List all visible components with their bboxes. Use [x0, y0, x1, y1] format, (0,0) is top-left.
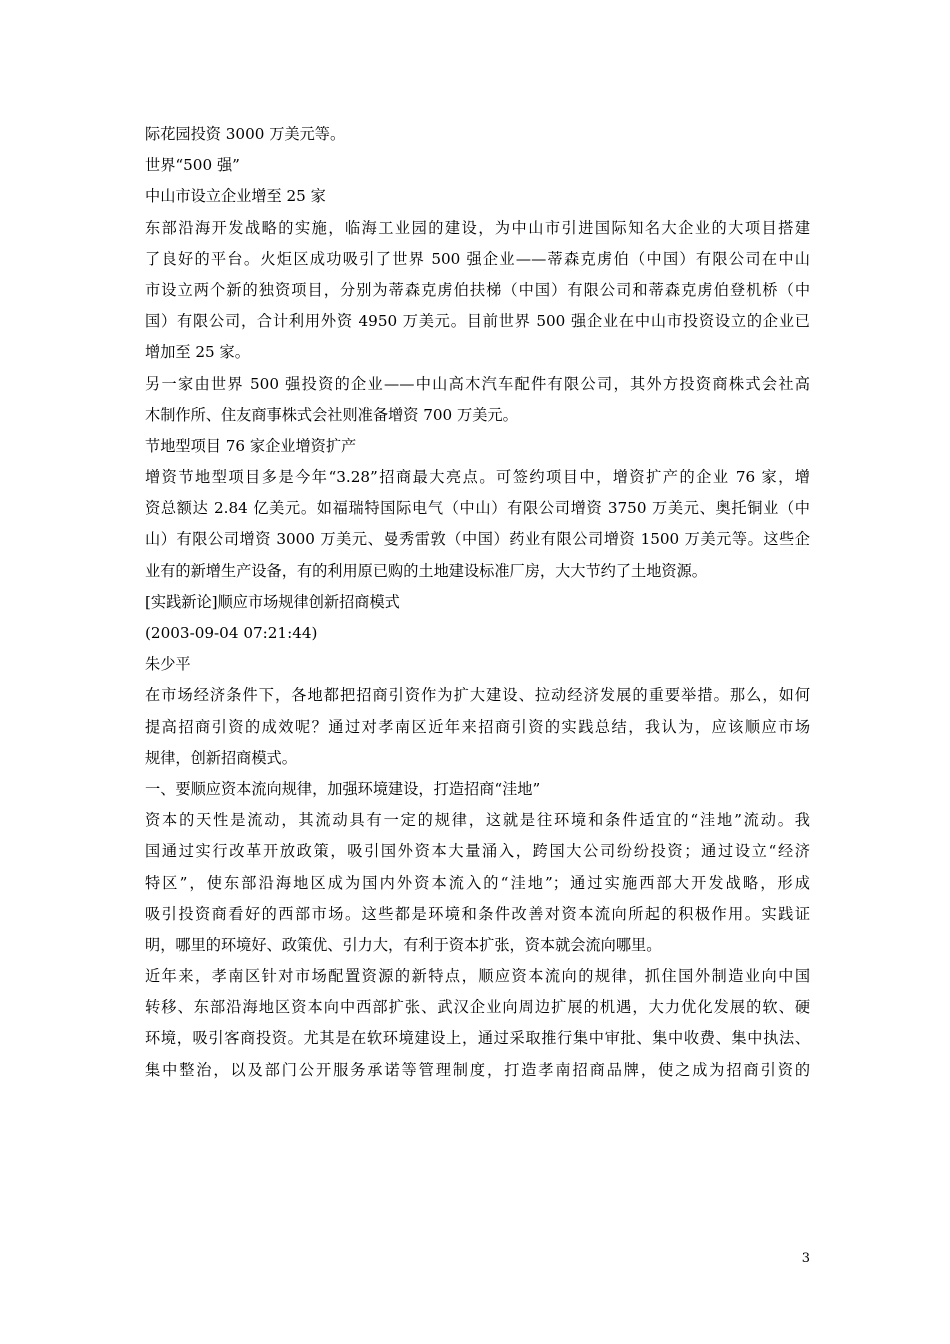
text-line: 另一家由世界 500 强投资的企业——中山高木汽车配件有限公司，其外方投资商株式会社高 — [145, 374, 810, 393]
text-line: 资本的天性是流动，其流动具有一定的规律，这就是往环境和条件适宜的“洼地”流动。我 — [145, 811, 810, 830]
text-line: 际花园投资 3000 万美元等。 — [145, 125, 346, 143]
page-number: 3 — [801, 1251, 810, 1266]
text-line: 东部沿海开发战略的实施，临海工业园的建设，为中山市引进国际知名大企业的大项目搭建 — [145, 218, 810, 237]
text-line: 资总额达 2.84 亿美元。如福瑞特国际电气（中山）有限公司增资 3750 万美元、奥托铜业（中 — [145, 499, 810, 518]
text-line: 国通过实行改革开放政策，吸引国外资本大量涌入，跨国大公司纷纷投资；通过设立“经济 — [145, 842, 810, 861]
document-body — [145, 119, 810, 1086]
text-line: 节地型项目 76 家企业增资扩产 — [145, 436, 357, 455]
text-line: 业有的新增生产设备，有的利用原已购的土地建设标准厂房，大大节约了土地资源。 — [145, 561, 707, 580]
text-line: [实践新论]顺应市场规律创新招商模式 — [145, 592, 400, 611]
text-line: 中山市设立企业增至 25 家 — [145, 187, 326, 206]
text-line: 集中整治，以及部门公开服务承诺等管理制度，打造孝南招商品牌，使之成为招商引资的 — [145, 1060, 810, 1079]
text-line: 朱少平 — [145, 655, 191, 674]
text-line: 在市场经济条件下，各地都把招商引资作为扩大建设、拉动经济发展的重要举措。那么，如何 — [145, 686, 810, 705]
text-line: 木制作所、住友商事株式会社则准备增资 700 万美元。 — [145, 405, 518, 424]
text-line: 特区”，使东部沿海地区成为国内外资本流入的“洼地”；通过实施西部大开发战略，形成 — [145, 873, 810, 892]
text-line: 了良好的平台。火炬区成功吸引了世界 500 强企业——蒂森克虏伯（中国）有限公司在中山 — [145, 249, 810, 268]
text-line: 市设立两个新的独资项目，分别为蒂森克虏伯扶梯（中国）有限公司和蒂森克虏伯登机桥（中 — [145, 280, 810, 299]
text-line: 增加至 25 家。 — [145, 343, 250, 362]
text-line: 提高招商引资的成效呢？通过对孝南区近年来招商引资的实践总结，我认为，应该顺应市场 — [145, 717, 810, 736]
text-line: 明，哪里的环境好、政策优、引力大，有利于资本扩张，资本就会流向哪里。 — [145, 935, 662, 954]
text-line: 山）有限公司增资 3000 万美元、曼秀雷敦（中国）药业有限公司增资 1500 万美元等。这些企 — [145, 530, 810, 549]
text-line: 近年来，孝南区针对市场配置资源的新特点，顺应资本流向的规律，抓住国外制造业向中国 — [145, 967, 810, 986]
text-line: 环境，吸引客商投资。尤其是在软环境建设上，通过采取推行集中审批、集中收费、集中执法、 — [145, 1029, 810, 1048]
text-line: (2003-09-04 07:21:44) — [145, 624, 318, 642]
text-line: 世界“500 强” — [145, 156, 240, 175]
text-line: 规律，创新招商模式。 — [145, 748, 297, 767]
text-line: 转移、东部沿海地区资本向中西部扩张、武汉企业向周边扩展的机遇，大力优化发展的软、硬 — [145, 998, 810, 1017]
text-line: 吸引投资商看好的西部市场。这些都是环境和条件改善对资本流向所起的积极作用。实践证 — [145, 904, 810, 923]
text-line: 国）有限公司，合计利用外资 4950 万美元。目前世界 500 强企业在中山市投资设立的企业已 — [145, 312, 810, 331]
text-line: 一、要顺应资本流向规律，加强环境建设，打造招商“洼地” — [145, 779, 541, 798]
text-line: 增资节地型项目多是今年“3.28”招商最大亮点。可签约项目中，增资扩产的企业 76 家，增 — [145, 468, 810, 487]
